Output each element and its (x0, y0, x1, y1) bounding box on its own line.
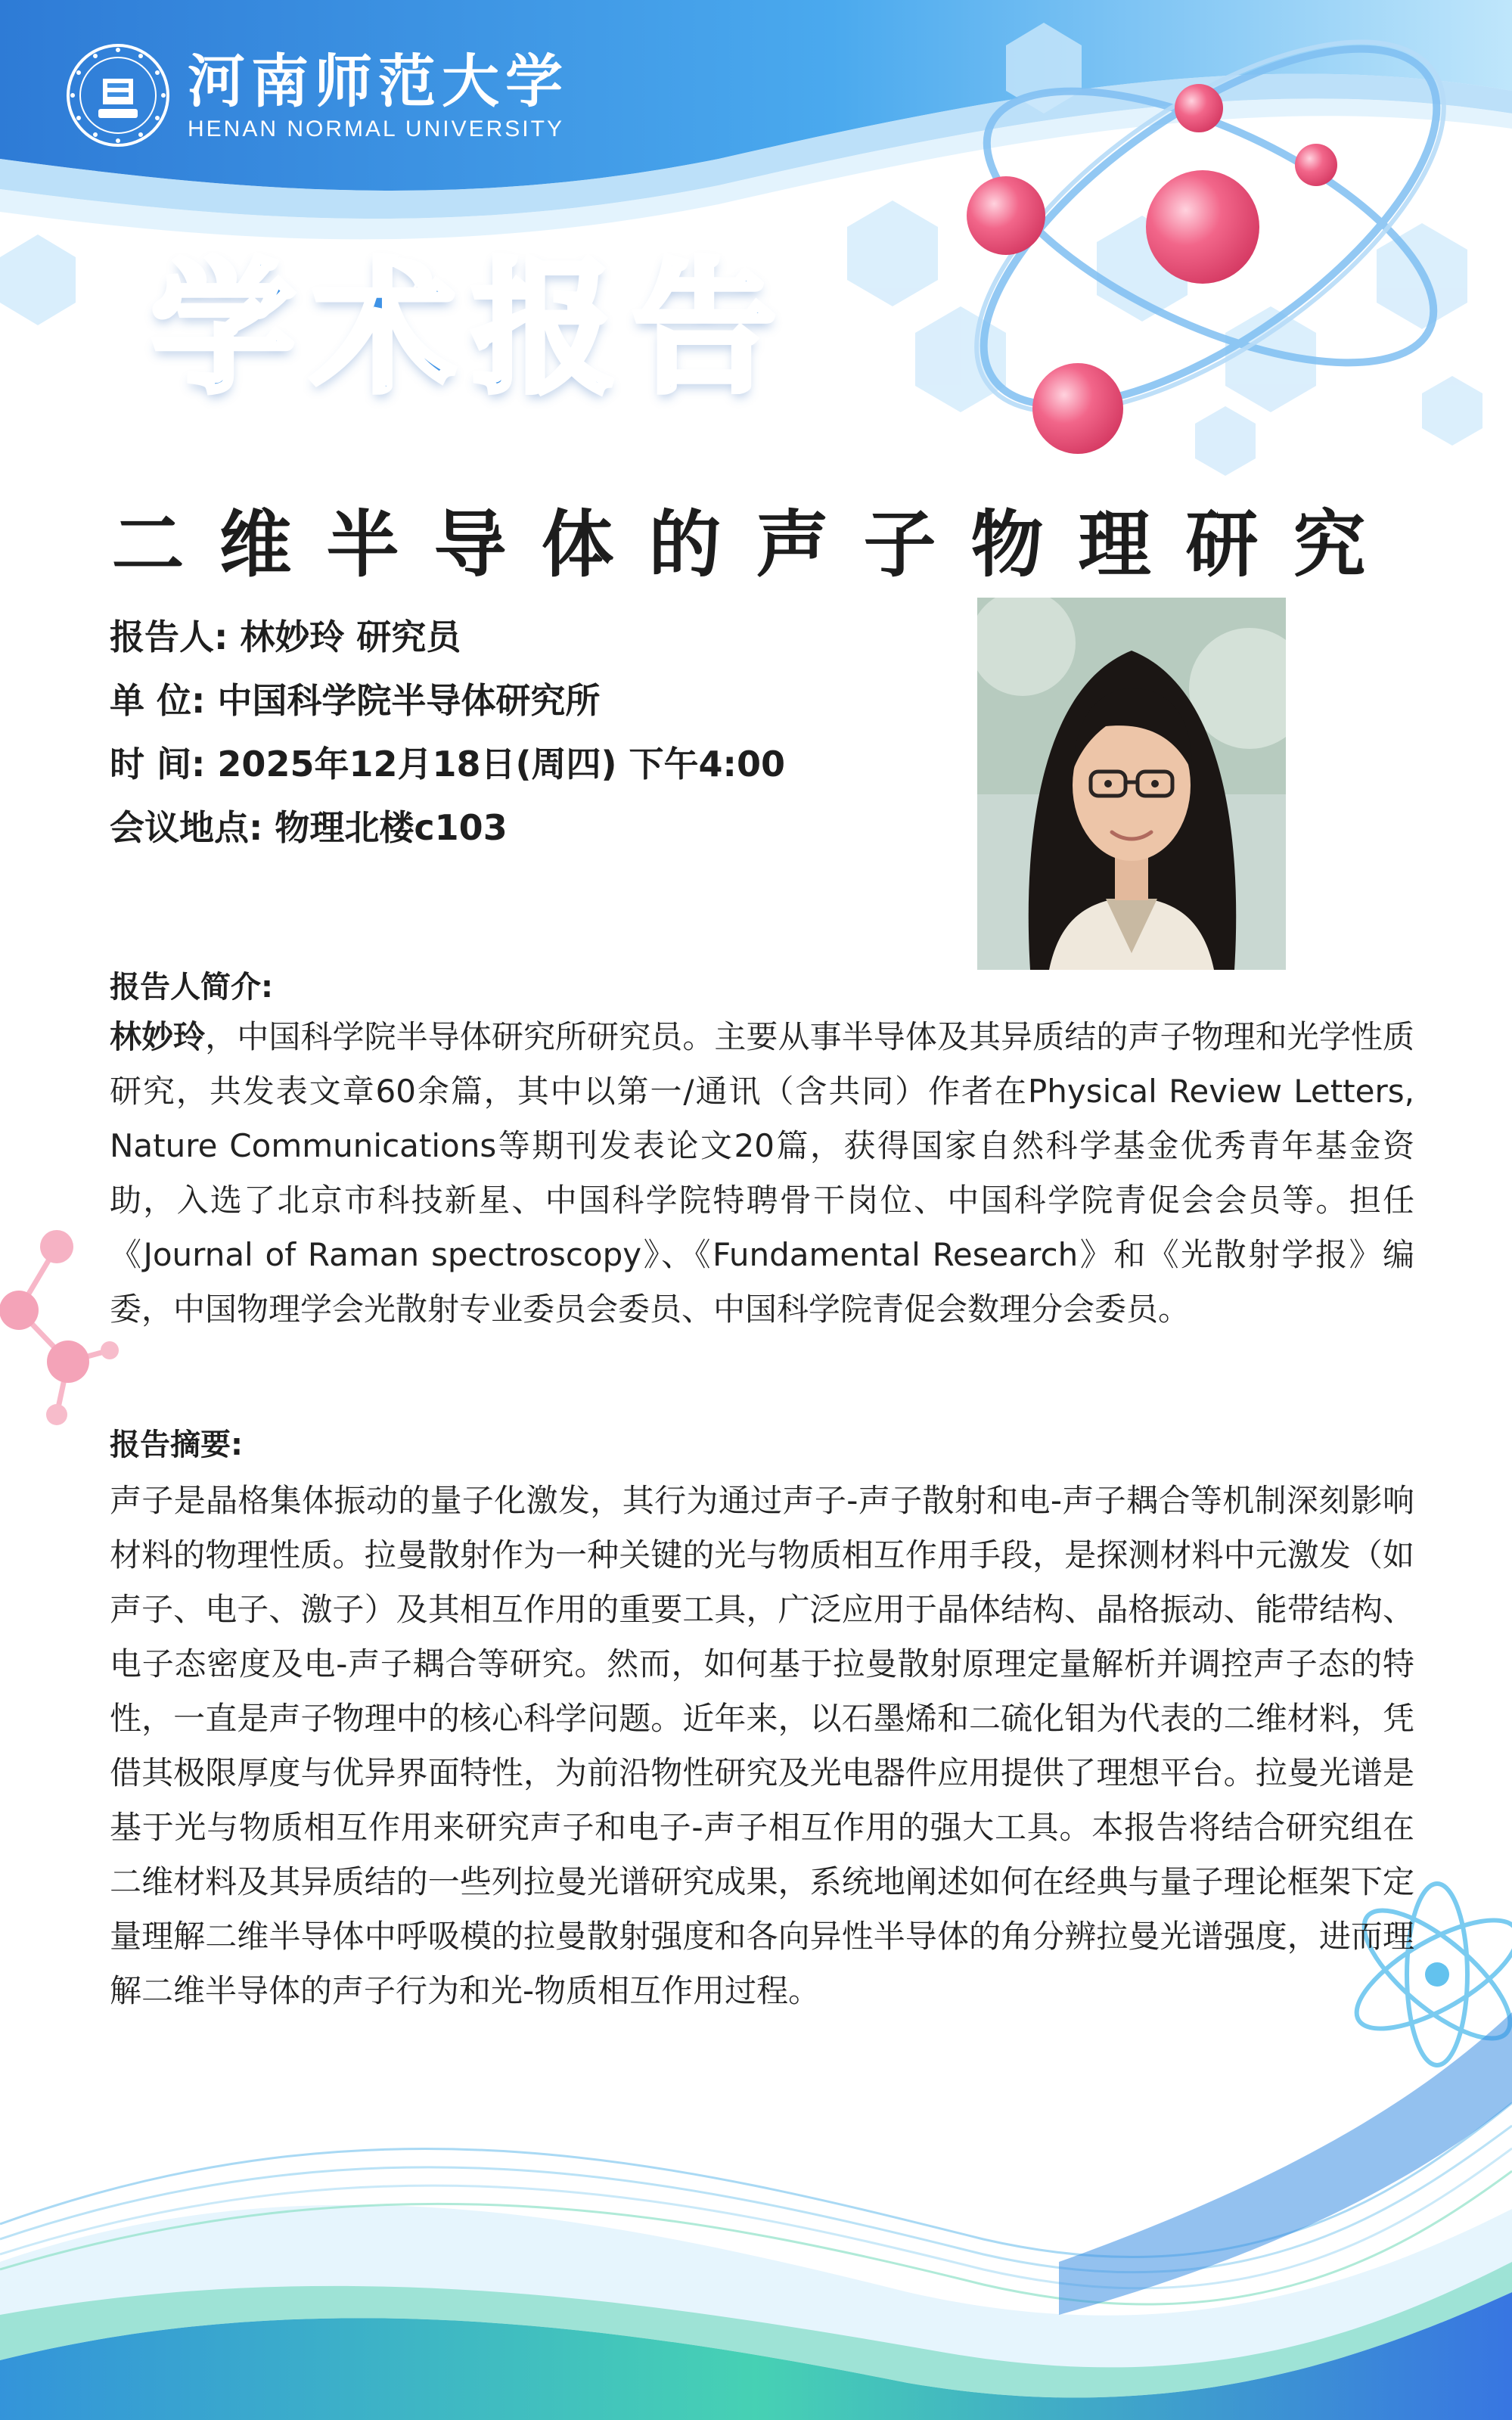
talk-info (110, 605, 785, 859)
university-name-cn: 河南师范大学 (188, 48, 569, 115)
venue-line: 会议地点: 物理北楼c103 (110, 807, 508, 848)
bio-name: 林妙玲 (110, 1018, 206, 1055)
bio-heading: 报告人简介: (110, 970, 273, 1005)
time-line: 时 间: 2025年12月18日(周四) 下午4:00 (110, 744, 785, 784)
university-name-en: HENAN NORMAL UNIVERSITY (188, 116, 564, 141)
affiliation-line: 单 位: 中国科学院半导体研究所 (110, 680, 601, 721)
talk-title: 二维半导体的声子物理研究 (111, 502, 1401, 587)
university-logo (65, 42, 569, 148)
abstract-paragraph: 声子是晶格集体振动的量子化激发，其行为通过声子-声子散射和电-声子耦合等机制深刻影响材料的物理性质。拉曼散射作为一种关键的光与物质相互作用手段，是探测材料中元激发（如声子、电子、激子）及其相互作用的重要工具，广泛应用于晶体结构、晶格振动、能带结构、电子态密度及电-声子耦合等研究。然而，如何基于拉曼散射原理定量解析并调控声子态的特性，一直是声子物理中的核心科学问题。近年来，以石墨烯和二硫化钼为代表的二维材料，凭借其极限厚度与优异界面特性，为前沿物性研究及光电器件应用提供了理想平台。拉曼光谱是基于光与物质相互作用来研究声子和电子-声子相互作用的强大工具。本报告将结合研究组在二维材料及其异质结的一些列拉曼光谱研究成果，系统地阐述如何在经典与量子理论框架下定量理解二维半导体中呼吸模的拉曼散射强度和各向异性半导体的角分辨拉曼光谱强度，进而理解二维半导体的声子行为和光-物质相互作用过程。 (110, 1482, 1414, 2009)
speaker-line: 报告人: 林妙玲 研究员 (110, 617, 461, 657)
university-seal-icon (65, 42, 171, 148)
bio-paragraph (110, 1010, 1414, 1337)
speaker-photo (977, 598, 1286, 970)
poster-headline: 学术报告 (151, 245, 793, 412)
bio-text: ，中国科学院半导体研究所研究员。主要从事半导体及其异质结的声子物理和光学性质研究，共发表文章60余篇，其中以第一/通讯（含共同）作者在Physical Review Letters, Nature Communications等期刊发表论文20篇，获得国家自然科学基金优秀青年基金资助，入选了北京市科技新星、中国科学院特聘骨干岗位、中国科学院青促会会员等。担任《Journal of Raman spectroscopy》、《Fundamental Research》和《光散射学报》编委，中国物理学会光散射专业委员会委员、中国科学院青促会数理分会委员。 (110, 1018, 1414, 1328)
abstract-heading: 报告摘要: (110, 1427, 243, 1462)
